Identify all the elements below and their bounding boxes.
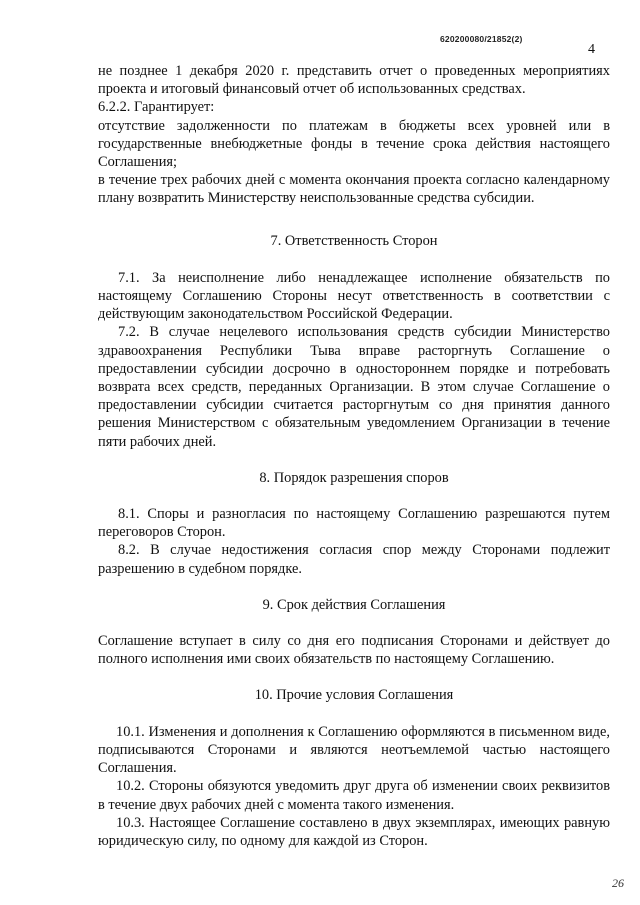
paragraph: 7.2. В случае нецелевого использования средств субсидии Министерство здравоохранения Республики Тыва вправе расторгнуть Соглашение о предоставлении субсидии досрочно в одностороннем порядке и потребовать возврата всех средств, переданных Организации. В этом случае Соглашение о предоставлении субсидии считается расторгнутым со дня принятия данного решения Министерством с обязательным уведомлением Организации в течение пяти рабочих дней. xyxy=(98,324,610,450)
page-number: 4 xyxy=(588,42,595,57)
document-id: 620200080/21852(2) xyxy=(440,34,523,44)
section-heading: 8. Порядок разрешения споров xyxy=(259,469,449,486)
paragraph: 8.1. Споры и разногласия по настоящему Соглашению разрешаются путем переговоров Сторон. xyxy=(98,506,610,541)
section-heading: 10. Прочие условия Соглашения xyxy=(254,687,454,704)
paragraph: 10.1. Изменения и дополнения к Соглашению оформляются в письменном виде, подписываются Сторонами и являются неотъемлемой частью настоящего Соглашения. xyxy=(98,723,610,777)
paragraph: Соглашение вступает в силу со дня его подписания Сторонами и действует до полного исполнения ими своих обязательств по настоящему Соглашению. xyxy=(98,633,610,668)
section-heading: 9. Срок действия Соглашения xyxy=(262,596,446,613)
section-heading: 7. Ответственность Сторон xyxy=(270,232,438,249)
paragraph: в течение трех рабочих дней с момента окончания проекта согласно календарному плану возвратить Министерству неиспользованные средства субсидии. xyxy=(98,172,610,207)
paragraph: 10.3. Настоящее Соглашение составлено в двух экземплярах, имеющих равную юридическую силу, по одному для каждой из Сторон. xyxy=(98,814,610,849)
paragraph: 8.2. В случае недостижения согласия спор между Сторонами подлежит разрешению в судебном порядке. xyxy=(98,542,610,577)
paragraph: не позднее 1 декабря 2020 г. представить отчет о проведенных мероприятиях проекта и итоговый финансовый отчет об использованных средствах. xyxy=(98,63,610,98)
document-body xyxy=(98,62,610,850)
paragraph: 10.2. Стороны обязуются уведомить друг друга об изменении своих реквизитов в течение двух рабочих дней с момента такого изменения. xyxy=(98,778,610,813)
handwritten-page-mark: 26 xyxy=(612,876,624,890)
paragraph: отсутствие задолженности по платежам в бюджеты всех уровней или в государственные внебюджетные фонды в течение срока действия настоящего Соглашения; xyxy=(98,117,610,171)
paragraph: 7.1. За неисполнение либо ненадлежащее исполнение обязательств по настоящему Соглашению Стороны несут ответственность в соответствии с действующим законодательством Российской Федерации. xyxy=(98,269,610,323)
paragraph: 6.2.2. Гарантирует: xyxy=(98,99,215,116)
